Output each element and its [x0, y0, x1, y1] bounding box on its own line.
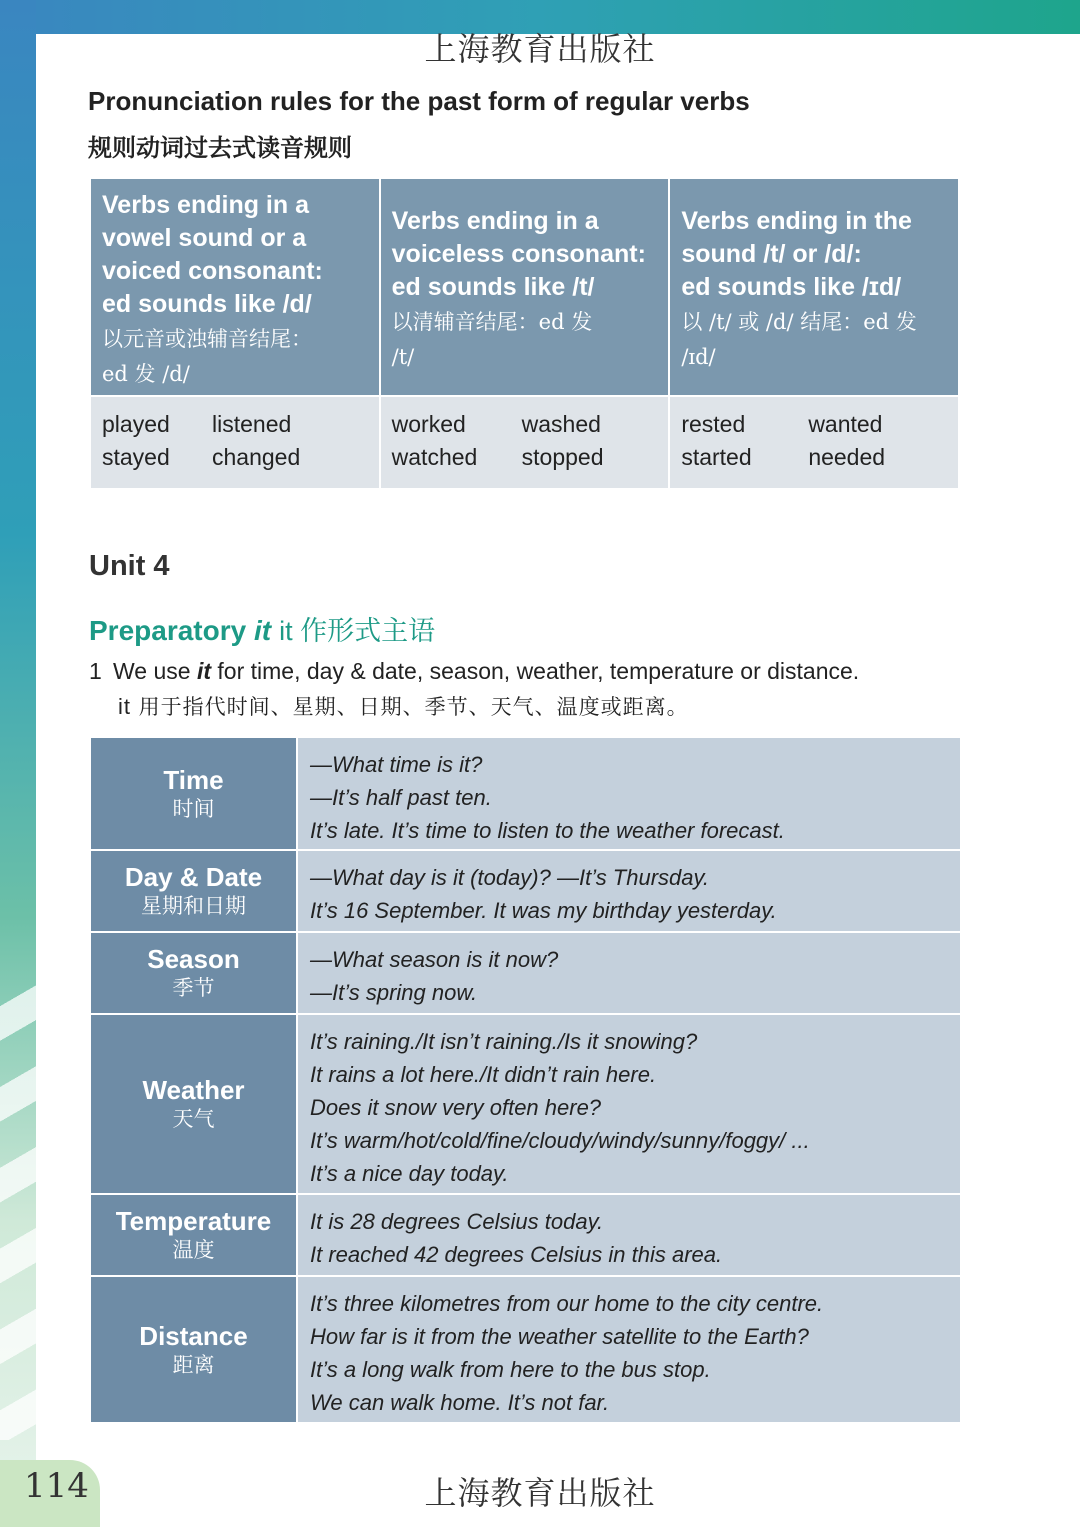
example-verb: played	[102, 411, 170, 437]
rule-text-cn: /ɪd/	[681, 345, 716, 369]
rule-text-cn: 以 /t/ 或 /d/ 结尾：ed 发	[681, 310, 917, 334]
example-sentence: We can walk home. It’s not far.	[310, 1390, 610, 1415]
rule-cn-it: it	[118, 694, 131, 719]
usage-label	[90, 737, 297, 850]
example-verb: stayed	[102, 444, 170, 470]
usage-label-en: Weather	[142, 1075, 245, 1105]
grammar-title-it: it	[253, 615, 272, 646]
pronunciation-table	[89, 177, 960, 490]
example-sentence: It’s raining./It isn’t raining./Is it snowing?	[310, 1029, 698, 1054]
rule-text-cn: ed 发 /d/	[102, 362, 190, 386]
example-sentence: How far is it from the weather satellite to the Earth?	[310, 1324, 809, 1349]
examples-voiced	[90, 396, 380, 489]
usage-label	[90, 1014, 297, 1194]
usage-label-cn: 星期和日期	[141, 894, 246, 918]
rule-1-cn	[118, 691, 689, 721]
publisher-watermark-bottom: 上海教育出版社	[424, 1474, 656, 1512]
usage-examples	[297, 1014, 961, 1194]
rule-text: voiced consonant:	[102, 257, 323, 285]
usage-label-en: Temperature	[115, 1206, 272, 1236]
left-stripe-pattern	[0, 960, 36, 1440]
pronunciation-rule-voiceless	[380, 178, 670, 396]
usage-label-cn: 时间	[172, 796, 215, 821]
rule-text: for time, day & date, season, weather, temperature or distance.	[211, 658, 860, 684]
example-sentence: It’s a long walk from here to the bus stop.	[310, 1357, 711, 1382]
rule-1	[89, 658, 859, 685]
example-verb: watched	[391, 444, 478, 470]
rule-text: vowel sound or a	[102, 224, 307, 252]
pronunciation-example-row	[90, 396, 959, 489]
example-sentence: —What day is it (today)? —It’s Thursday.	[310, 865, 709, 890]
usage-label	[90, 1276, 297, 1423]
pronunciation-rule-voiced	[90, 178, 380, 396]
usage-label-cn: 距离	[172, 1352, 215, 1377]
usage-examples	[297, 737, 961, 850]
usage-row-season	[90, 932, 961, 1014]
rule-text: ed sounds like /t/	[391, 273, 595, 301]
grammar-title: Preparatory	[89, 615, 254, 646]
example-sentence: It reached 42 degrees Celsius in this area.	[310, 1242, 723, 1267]
usage-label	[90, 1194, 297, 1276]
publisher-watermark-top: 上海教育出版社	[424, 30, 656, 68]
preparatory-it-table	[89, 736, 962, 1424]
pronunciation-title: Pronunciation rules for the past form of regular verbs	[88, 86, 750, 116]
usage-row-day-date	[90, 850, 961, 932]
usage-label-en: Season	[147, 944, 240, 974]
example-sentence: It rains a lot here./It didn’t rain here.	[310, 1062, 657, 1087]
example-verb: worked	[391, 411, 466, 437]
rule-text: sound /t/ or /d/:	[681, 240, 862, 268]
example-verb: changed	[212, 444, 301, 470]
example-sentence: It’s late. It’s time to listen to the weather forecast.	[310, 818, 785, 843]
usage-examples	[297, 850, 961, 932]
rule-text: We use	[113, 658, 197, 684]
usage-examples	[297, 1276, 961, 1423]
rule-text: Verbs ending in a	[102, 191, 309, 219]
rule-text: ed sounds like /ɪd/	[681, 273, 902, 301]
examples-voiceless	[380, 396, 670, 489]
example-verb: wanted	[808, 411, 883, 437]
usage-row-time	[90, 737, 961, 850]
usage-label-cn: 天气	[172, 1107, 215, 1131]
rule-text: Verbs ending in a	[391, 207, 599, 235]
pronunciation-subtitle: 规则动词过去式读音规则	[88, 135, 352, 162]
pronunciation-rule-t-d	[669, 178, 959, 396]
usage-row-weather	[90, 1014, 961, 1194]
usage-label-en: Time	[163, 764, 224, 795]
usage-label-en: Day & Date	[124, 862, 263, 892]
rule-text-cn: /t/	[391, 345, 415, 369]
example-sentence: —What season is it now?	[310, 947, 559, 972]
example-sentence: It’s a nice day today.	[310, 1161, 509, 1186]
rule-text: Verbs ending in the	[681, 207, 912, 235]
usage-label-cn: 季节	[172, 976, 215, 1000]
example-sentence: —It’s half past ten.	[310, 785, 492, 810]
usage-label-cn: 温度	[172, 1238, 215, 1262]
example-verb: stopped	[521, 444, 604, 470]
usage-examples	[297, 1194, 961, 1276]
grammar-heading	[89, 609, 435, 648]
rule-cn-text: 用于指代时间、星期、日期、季节、天气、温度或距离。	[131, 695, 689, 719]
example-verb: listened	[212, 411, 292, 437]
rule-text: ed sounds like /d/	[102, 290, 312, 318]
rule-text-cn: 以元音或浊辅音结尾：	[102, 327, 312, 351]
example-sentence: Does it snow very often here?	[310, 1095, 602, 1120]
example-verb: washed	[521, 411, 601, 437]
usage-label-en: Distance	[139, 1320, 248, 1351]
example-verb: started	[681, 444, 752, 470]
rule-number: 1	[89, 658, 102, 684]
usage-examples	[297, 932, 961, 1014]
unit-heading: Unit 4	[89, 550, 170, 582]
examples-t-d	[669, 396, 959, 489]
page-number: 114	[24, 1466, 89, 1506]
rule-text: voiceless consonant:	[391, 240, 646, 268]
usage-row-distance	[90, 1276, 961, 1423]
example-verb: rested	[681, 411, 746, 437]
usage-row-temperature	[90, 1194, 961, 1276]
example-sentence: It is 28 degrees Celsius today.	[310, 1209, 604, 1234]
example-verb: needed	[808, 444, 886, 470]
rule-it: it	[196, 658, 212, 684]
example-sentence: It’s warm/hot/cold/fine/cloudy/windy/sunny/foggy/ ...	[310, 1128, 810, 1153]
example-sentence: —What time is it?	[310, 752, 483, 777]
example-sentence: —It’s spring now.	[310, 980, 478, 1005]
grammar-title-cn: it 作形式主语	[279, 616, 436, 646]
pronunciation-header-row	[90, 178, 959, 396]
rule-text-cn: 以清辅音结尾：ed 发	[391, 310, 593, 334]
usage-label	[90, 850, 297, 932]
example-sentence: It’s 16 September. It was my birthday yesterday.	[310, 898, 777, 923]
example-sentence: It’s three kilometres from our home to the city centre.	[310, 1291, 824, 1316]
usage-label	[90, 932, 297, 1014]
